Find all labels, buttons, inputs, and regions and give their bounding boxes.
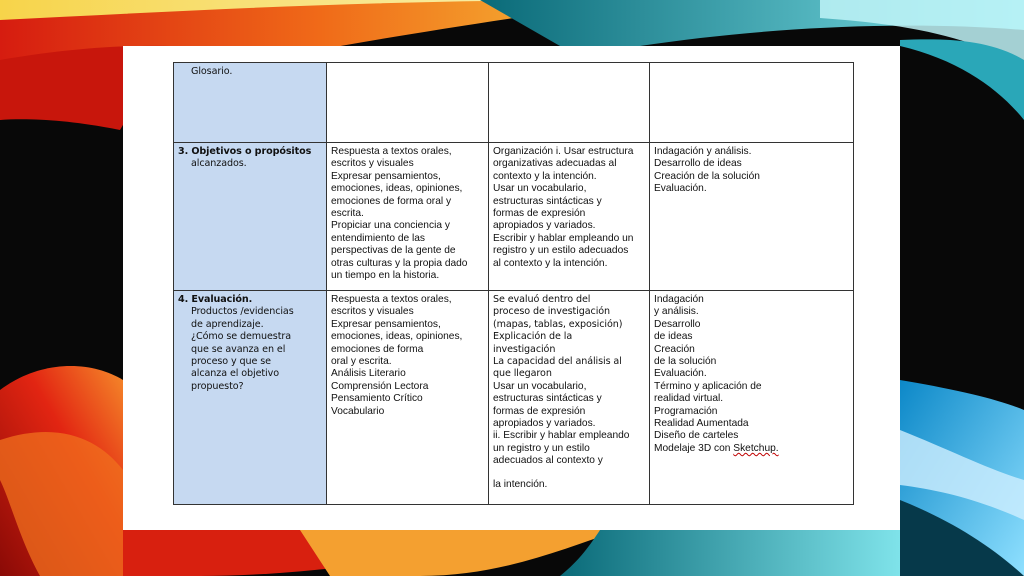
text-line: oral y escrita. xyxy=(331,356,392,368)
text-line: proceso y que se xyxy=(191,356,271,368)
text-line: Se evaluó dentro del xyxy=(493,294,591,305)
text-line: Evaluación. xyxy=(654,183,707,195)
text-line: un registro y un estilo xyxy=(493,442,590,454)
text-line: propuesto? xyxy=(191,380,244,392)
text-line: Explicación de la xyxy=(493,331,573,343)
text-line: Propiciar una conciencia y xyxy=(331,220,450,232)
empty-cell xyxy=(489,63,650,143)
glosario-label: Glosario. xyxy=(191,66,233,77)
text-line: Evaluación. xyxy=(654,368,707,380)
text-line: Creación de la solución xyxy=(654,170,760,182)
evaluacion-label-cell xyxy=(174,291,327,505)
text-line: alcanza el objetivo xyxy=(191,368,279,380)
text-line: Pensamiento Crítico xyxy=(331,393,423,405)
table-row xyxy=(174,143,854,291)
text-line: entendimiento de las xyxy=(331,232,426,244)
text-line: Organización i. Usar estructura xyxy=(493,146,634,157)
text-line: Indagación xyxy=(654,294,704,305)
text-line: perspectivas de la gente de xyxy=(331,245,456,257)
misspelled-word: Sketchup. xyxy=(733,442,779,454)
text-line: escritos y visuales xyxy=(331,306,414,318)
text-line: formas de expresión xyxy=(493,405,586,417)
objetivos-subtitle: alcanzados. xyxy=(191,158,247,170)
text-line: Desarrollo de ideas xyxy=(654,158,742,170)
glosario-label-cell xyxy=(174,63,327,143)
text-line: adecuados al contexto y xyxy=(493,455,603,467)
text-line: que se avanza en el xyxy=(191,343,286,355)
empty-cell xyxy=(327,63,489,143)
text-line: Término y aplicación de xyxy=(654,380,762,392)
objetivos-col3-cell xyxy=(489,143,650,291)
text-line: de ideas xyxy=(654,331,693,343)
text-line: Indagación y análisis. xyxy=(654,146,752,157)
text-line: Diseño de carteles xyxy=(654,430,739,442)
text-line: otras culturas y la propia dado xyxy=(331,257,468,269)
text-line: apropiados y variados. xyxy=(493,220,596,232)
text-line: Desarrollo xyxy=(654,318,701,330)
text-line: la intención. xyxy=(493,478,548,490)
text-line: emociones de forma xyxy=(331,343,424,355)
text-line: emociones, ideas, opiniones, xyxy=(331,183,463,195)
text-line: escrita. xyxy=(331,208,364,220)
text-line: Escribir y hablar empleando un xyxy=(493,232,634,244)
text-line: realidad virtual. xyxy=(654,393,724,405)
text-line: contexto y la intención. xyxy=(493,170,597,182)
text-line: Usar un vocabulario, xyxy=(493,380,587,392)
text-line: emociones, ideas, opiniones, xyxy=(331,331,463,343)
text-line: que llegaron xyxy=(493,368,552,380)
objetivos-title: 3. Objetivos o propósitos xyxy=(178,146,312,157)
text-line: registro y un estilo adecuados xyxy=(493,245,629,257)
text-line: Expresar pensamientos, xyxy=(331,318,441,330)
evaluacion-col3-cell xyxy=(489,291,650,505)
text-line: estructuras sintácticas y xyxy=(493,393,602,405)
text-line: Respuesta a textos orales, xyxy=(331,146,452,157)
text-line: Vocabulario xyxy=(331,405,385,417)
planning-table xyxy=(173,62,854,505)
text-line: Productos /evidencias xyxy=(191,306,294,318)
text-line: Expresar pensamientos, xyxy=(331,170,441,182)
text-line: al contexto y la intención. xyxy=(493,257,608,269)
text-line: un tiempo en la historia. xyxy=(331,270,440,282)
text-line: de la solución xyxy=(654,356,717,368)
text-line: formas de expresión xyxy=(493,208,586,220)
text-line: investigación xyxy=(493,343,556,355)
spacer xyxy=(493,468,645,479)
text-fragment: Modelaje 3D con xyxy=(654,442,734,454)
text-line: proceso de investigación xyxy=(493,306,611,318)
text-line: ¿Cómo se demuestra xyxy=(191,331,291,343)
text-line: Programación xyxy=(654,405,718,417)
objetivos-col2-cell xyxy=(327,143,489,291)
text-line: Análisis Literario xyxy=(331,368,406,380)
text-line: emociones de forma oral y xyxy=(331,195,452,207)
objetivos-col4-cell xyxy=(650,143,854,291)
text-line: estructuras sintácticas y xyxy=(493,195,602,207)
empty-cell xyxy=(650,63,854,143)
text-line: Realidad Aumentada xyxy=(654,418,749,430)
text-line: Creación xyxy=(654,343,695,355)
table-row xyxy=(174,291,854,505)
objetivos-label-cell xyxy=(174,143,327,291)
document-sheet xyxy=(123,46,900,530)
text-line: organizativas adecuadas al xyxy=(493,158,617,170)
text-line xyxy=(654,443,849,455)
text-line: escritos y visuales xyxy=(331,158,414,170)
text-line: de aprendizaje. xyxy=(191,318,264,330)
table-row xyxy=(174,63,854,143)
text-line: Respuesta a textos orales, xyxy=(331,294,452,305)
text-line: ii. Escribir y hablar empleando xyxy=(493,430,630,442)
text-line: (mapas, tablas, exposición) xyxy=(493,318,623,330)
evaluacion-col4-cell xyxy=(650,291,854,505)
text-line: Comprensión Lectora xyxy=(331,380,429,392)
text-line: La capacidad del análisis al xyxy=(493,356,622,368)
text-line: apropiados y variados. xyxy=(493,418,596,430)
text-line: Usar un vocabulario, xyxy=(493,183,587,195)
evaluacion-col2-cell xyxy=(327,291,489,505)
evaluacion-title: 4. Evaluación. xyxy=(178,294,253,305)
text-line: y análisis. xyxy=(654,306,699,318)
